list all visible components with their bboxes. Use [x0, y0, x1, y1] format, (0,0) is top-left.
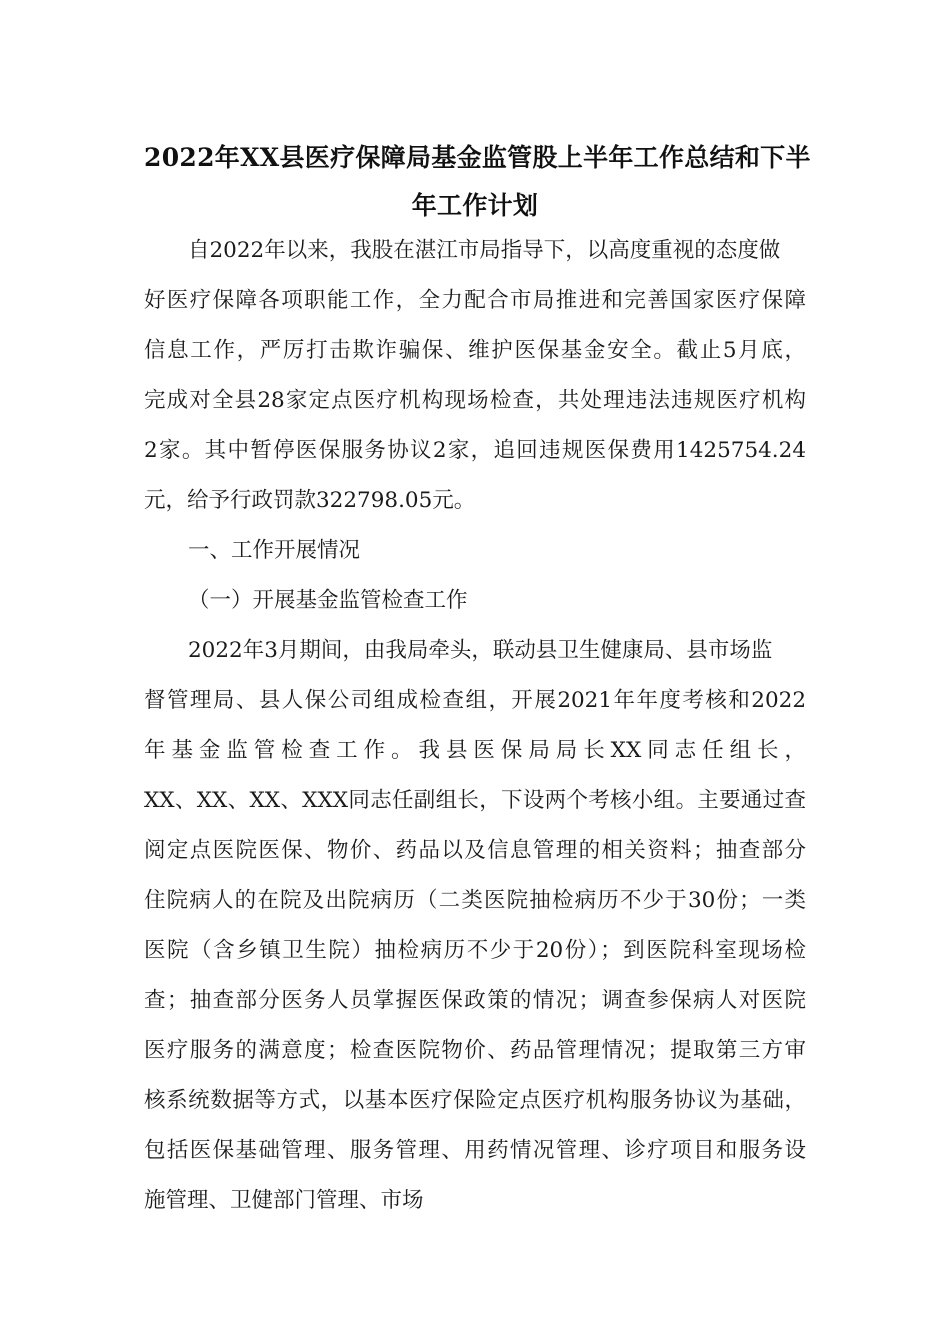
paragraph-line-5: 阅定点医院医保、物价、药品以及信息管理的相关资料；抽查部分: [144, 838, 806, 863]
paragraph-line-9: 医疗服务的满意度；检查医院物价、药品管理情况；提取第三方审: [144, 1038, 806, 1063]
intro-line-1: 自2022年以来，我股在湛江市局指导下，以高度重视的态度做: [188, 238, 781, 263]
paragraph-line-4: XX、XX、XX、XXX同志任副组长，下设两个考核小组。主要通过查: [144, 788, 806, 813]
paragraph-line-2: 督管理局、县人保公司组成检查组，开展2021年年度考核和2022: [144, 688, 806, 713]
paragraph-line-7: 医院（含乡镇卫生院）抽检病历不少于20份）；到医院科室现场检: [144, 938, 806, 963]
section-heading: 一、工作开展情况: [188, 538, 361, 563]
intro-line-3: 信息工作，严厉打击欺诈骗保、维护医保基金安全。截止5月底，: [144, 338, 806, 363]
paragraph-line-8: 查；抽查部分医务人员掌握医保政策的情况；调查参保病人对医院: [144, 988, 806, 1013]
document-title-line-1: 2022年XX县医疗保障局基金监管股上半年工作总结和下半: [144, 143, 811, 172]
intro-line-6: 元，给予行政罚款322798.05元。: [144, 488, 476, 513]
paragraph-line-3: 年基金监管检查工作。我县医保局局长XX同志任组长，: [144, 738, 806, 763]
intro-line-5: 2家。其中暂停医保服务协议2家，追回违规医保费用1425754.24: [144, 438, 806, 463]
document-title-line-2: 年工作计划: [411, 191, 539, 220]
intro-line-2: 好医疗保障各项职能工作，全力配合市局推进和完善国家医疗保障: [144, 288, 806, 313]
paragraph-line-11: 包括医保基础管理、服务管理、用药情况管理、诊疗项目和服务设: [144, 1138, 806, 1163]
paragraph-line-10: 核系统数据等方式，以基本医疗保险定点医疗机构服务协议为基础，: [144, 1088, 806, 1113]
subsection-heading: （一）开展基金监管检查工作: [188, 588, 468, 613]
paragraph-line-12: 施管理、卫健部门管理、市场: [144, 1188, 424, 1213]
intro-line-4: 完成对全县28家定点医疗机构现场检查，共处理违法违规医疗机构: [144, 388, 806, 413]
paragraph-line-6: 住院病人的在院及出院病历（二类医院抽检病历不少于30份；一类: [144, 888, 806, 913]
paragraph-line-1: 2022年3月期间，由我局牵头，联动县卫生健康局、县市场监: [188, 638, 773, 663]
